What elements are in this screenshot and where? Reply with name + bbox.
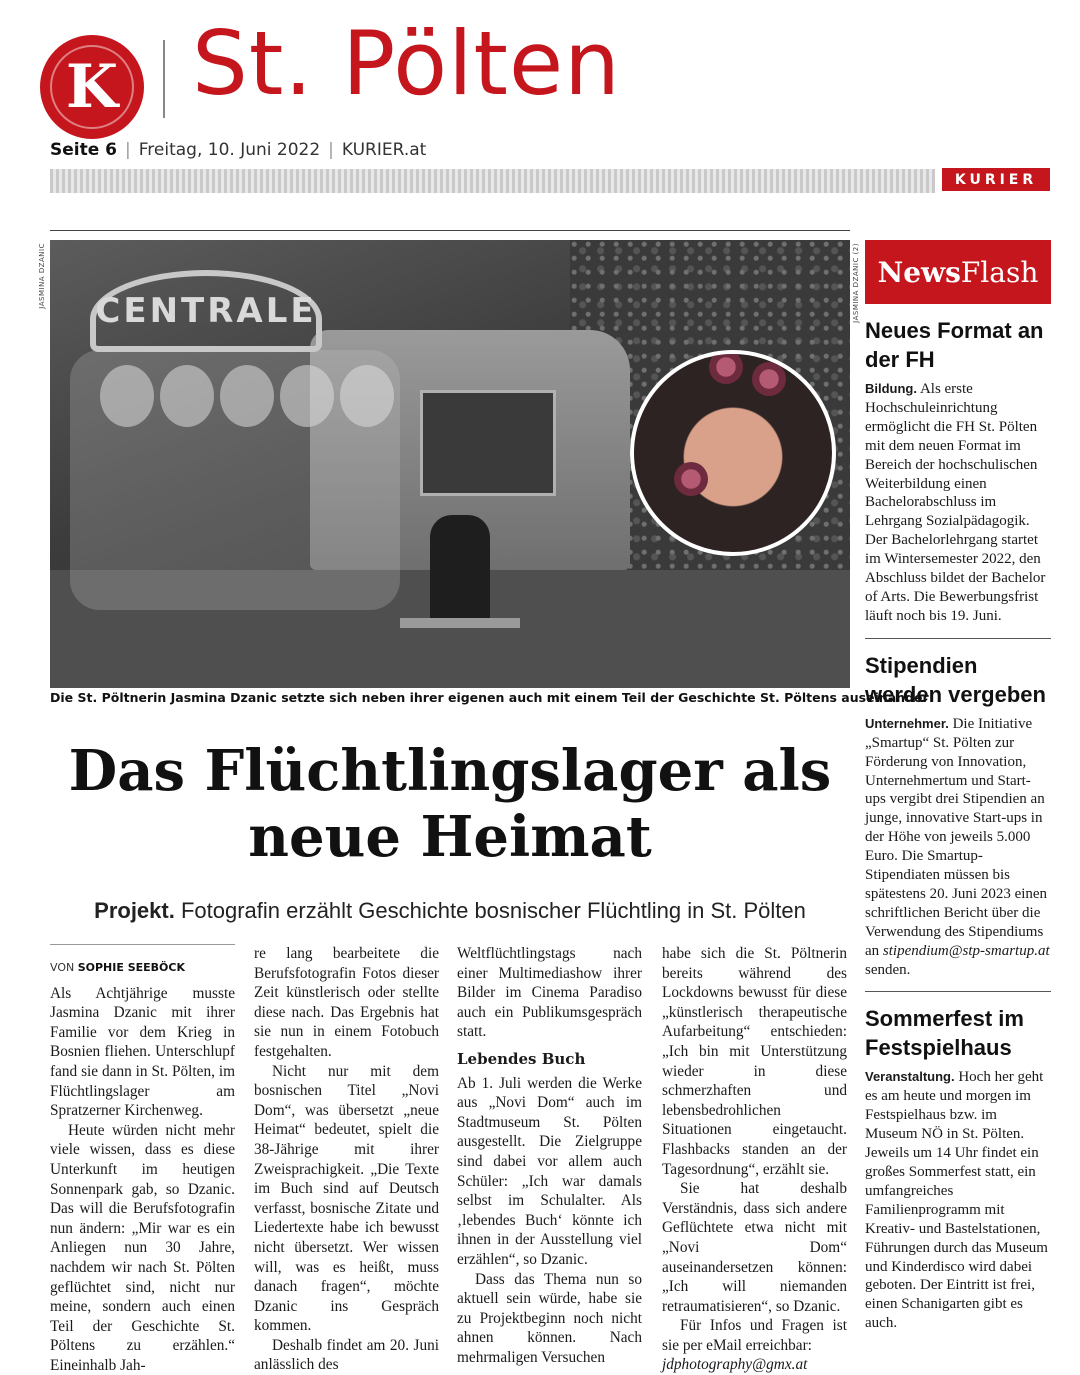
brand-tag: KURIER	[942, 168, 1050, 191]
paragraph: Deshalb findet am 20. Juni anlässlich des	[254, 1336, 439, 1374]
headline-line: neue Heimat	[248, 804, 652, 870]
newsflash-item	[865, 639, 1051, 993]
headline-line: Das Flüchtlingslager als	[68, 738, 832, 804]
article-column-2	[254, 944, 439, 1375]
paragraph: habe sich die St. Pöltnerin bereits während des Lockdowns bewusst für diese „künstlerisch therapeutische Aufarbeitung“ entschieden: „Ich bin mit Unterstützung wieder in diese schmerzhaften und lebensbedrohlichen Situationen eingetaucht. Flashbacks standen an der Tagesordnung“, erzählt sie.	[662, 945, 847, 1178]
subheadline-text: Fotografin erzählt Geschichte bosnischer Flüchtling in St. Pölten	[180, 898, 806, 923]
newsflash-header: News Flash	[865, 240, 1051, 304]
paragraph: Für Infos und Fragen ist sie per eMail erreichbar:	[662, 1317, 847, 1354]
newsflash-item-body: Unternehmer. Die Initiative „Smartup“ St. Pölten zur Förderung von Innovation, Unternehmertum und Start-ups vergibt drei Stipendien an junge, innovative Start-ups in der Höhe von jeweils 5.000 Euro. Die Smartup-Stipendiaten müssen bis spätestens 20. Juni 2023 einen schriftlichen Bericht über die Verwendung des Stipendiums an stipendium@stp-smartup.at senden.	[865, 715, 1050, 978]
newsflash-item-body: Bildung. Als erste Hochschuleinrichtung ermöglicht die FH St. Pölten mit dem neuen Format im Bereich der hochschulischen Weiterbildung einen Bachelorabschluss im Lehrgang Sozialpädagogik. Der Bachelorlehrgang startet im Wintersemester 2022, den Abschluss bildet der Bachelor of Arts. Die Bewerbungsfrist läuft noch bis 19. Juni.	[865, 381, 1046, 624]
headline	[50, 738, 850, 870]
article-column-1	[50, 944, 235, 1375]
paragraph: Dass das Thema nun so aktuell sein würde, habe sie zu Projektbeginn noch nicht ahnen können. Nach mehrmaligen Versuchen	[457, 1270, 642, 1366]
intertitle: Lebendes Buch	[457, 1049, 586, 1068]
photo-caption: Die St. Pöltnerin Jasmina Dzanic setzte sich neben ihrer eigenen auch mit einem Teil der Geschichte St. Pöltens auseinander	[50, 690, 929, 705]
rose-ornament	[752, 362, 786, 396]
photo-sign: CENTRALE	[90, 270, 322, 352]
photo-credit: JASMINA DZANIC	[38, 243, 46, 309]
paragraph: Sie hat deshalb Verständnis, dass sich andere Geflüchtete etwa nicht mit „Novi Dom“ auseinandersetzen können: „Ich will niemanden retraumatisieren“, so Dzanic.	[662, 1180, 847, 1315]
rose-ornament	[674, 462, 708, 496]
masthead-divider	[163, 40, 165, 118]
paragraph: Nicht nur mit dem bosnischen Titel „Novi Dom“, was übersetzt „neue Heimat“ bedeutet, spielt die 38-Jährige mit ihrer Zweisprachigkeit. „Die Texte im Buch sind auf Deutsch verfasst, bosnische Zitate und Liedertexte habe ich bewusst nicht übersetzt. Wer wissen will, was es heißt, muss danach fragen“, möchte Dzanic ins Gespräch kommen.	[254, 1062, 439, 1335]
photo-child	[280, 365, 334, 427]
section-title: St. Pölten	[192, 12, 621, 115]
paragraph: Weltflüchtlingstags nach einer Multimediashow ihrer Bilder im Cinema Paradiso auch ein Publikumsgespräch statt.	[457, 945, 642, 1041]
portrait-photo	[630, 350, 836, 556]
newsflash-item-body: Veranstaltung. Hoch her geht es am heute und morgen im Festspielhaus bzw. im Museum NÖ in St. Pölten. Jeweils um 14 Uhr findet ein großes Sommerfest statt, ein umfangreiches Familienprogramm mit Kreativ- und Bastelstationen, Führungen durch das Museum und Kinderdisco wird dabei geboten. Der Eintritt ist frei, einen Schanigarten gibt es auch.	[865, 1069, 1048, 1332]
paragraph: Als Achtjährige musste Jasmina Dzanic mit ihrer Familie vor dem Krieg in Bosnien fliehen. Unterschlupf fand sie dann in St. Pölten, im Flüchtlingslager am Spratzerner Kirchenweg.	[50, 984, 235, 1120]
newsflash-item-title: Stipendien werden vergeben	[865, 652, 1046, 707]
paragraph: Ab 1. Juli werden die Werke aus „Novi Dom“ auch im Stadtmuseum St. Pölten ausgestellt. Die Zielgruppe sind dabei vor allem auch Schüler: „Ich war damals selbst im Schulalter. Als ‚lebendes Buch‘ könnte ich ihnen in der Ausstellung viel erzählen“, so Dzanic.	[457, 1074, 642, 1268]
photo-child	[160, 365, 214, 427]
newsflash-email[interactable]: stipendium@stp-smartup.at	[882, 942, 1050, 959]
newsflash-item	[865, 992, 1051, 1345]
newsflash-item-title: Neues Format an der FH	[865, 318, 1044, 372]
photo-child	[100, 365, 154, 427]
newsflash-sidebar	[865, 240, 1051, 1345]
byline: VON SOPHIE SEEBÖCK	[50, 944, 235, 978]
logo-letter: K	[65, 52, 119, 122]
top-rule	[50, 230, 850, 231]
photo-bench	[400, 618, 520, 628]
site-name: KURIER.at	[341, 140, 427, 160]
paragraph: re lang bearbeitete die Berufsfotografin Fotos dieser Zeit künstlerisch oder stellte diese nach. Das Ergebnis hat sie nun in einem Fotobuch festgehalten.	[254, 945, 439, 1060]
article-column-4	[662, 944, 847, 1375]
newsflash-item	[865, 304, 1051, 639]
contact-email[interactable]: jdphotography@gmx.at	[662, 1356, 808, 1374]
kicker: Projekt.	[94, 898, 175, 923]
kurier-logo	[40, 35, 144, 139]
photo-child	[220, 365, 274, 427]
page-info: Seite 6 | Freitag, 10. Juni 2022 | KURIER.at	[50, 140, 427, 160]
header-stripe	[50, 169, 935, 193]
issue-date: Freitag, 10. Juni 2022	[138, 140, 321, 160]
newsflash-item-title: Sommerfest im Festspielhaus	[865, 1006, 1024, 1061]
photo-person	[430, 515, 490, 625]
author: SOPHIE SEEBÖCK	[77, 961, 185, 974]
paragraph: Heute würden nicht mehr viele wissen, dass es diese Unterkunft im heutigen Sonnenpark gab, so Dzanic. Das will die Berufsfotografin nun ändern: „Mir war es ein Anliegen nun 30 Jahre, nachdem wir nach St. Pölten geflüchtet sind, nicht nur meine, sondern auch einen Teil der Geschichte St. Pöltens zu erzählen.“ Eineinhalb Jah-	[50, 1121, 235, 1374]
page-number: Seite 6	[50, 140, 118, 160]
rose-ornament	[709, 350, 743, 384]
subheadline	[50, 898, 850, 924]
article-column-3	[457, 944, 642, 1367]
photo-child	[340, 365, 394, 427]
photo-caravan-window	[420, 390, 556, 496]
photo-credit: JASMINA DZANIC (2)	[852, 243, 860, 323]
